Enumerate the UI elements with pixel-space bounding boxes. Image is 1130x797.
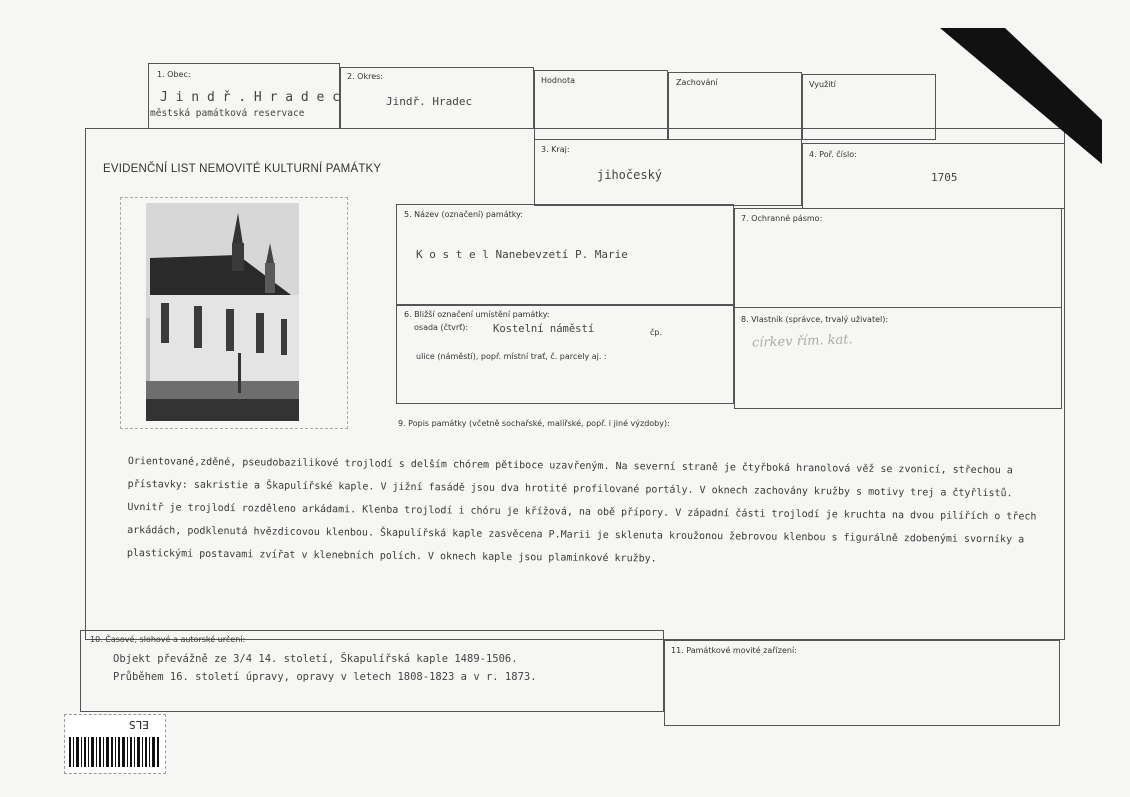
ulice-label: ulice (náměstí), popř. místní trať, č. parcely aj. : bbox=[416, 352, 607, 361]
porcislo-label: 4. Poř. číslo: bbox=[809, 150, 857, 159]
casove-label: 10. Časové, slohové a autorské určení: bbox=[90, 635, 246, 644]
vyuziti-label: Využití bbox=[809, 80, 836, 89]
vlastnik-handwritten: církev řím. kat. bbox=[751, 332, 853, 351]
zachovani-label: Zachování bbox=[676, 78, 718, 87]
obec-label: 1. Obec: bbox=[157, 70, 191, 79]
popis-text: Orientované,zděné, pseudobazilikové trojlodí s delším chórem pětiboce uzavřeným. Na severní straně je čtyřboká hranolová věž se zvonicí, střechou a přístavky: sakristie a Škapulířské kaple. V jižní fasádě jsou dva hrotité profilované portály. V oknech zachovány kružby s motivy trej a čtyřlistů. Uvnitř je trojlodí rozděleno arkádami. Klenba trojlodí i chóru je křížová, na obě přípory. V západní části trojlodí je kruchta na dvou pilířích o třech arkádách, podklenutá hvězdicovou klenbou. Škapulířská kaple zasvěcena P.Marii je sklenuta kroužonou žebrovou klenbou s figurálně zdobenými svorníky a plastickými postavami zvířat v klenebních polích. V oknech kaple jsou plaminkové kružby. bbox=[126, 455, 1037, 565]
vlastnik-label: 8. Vlastník (správce, trvalý uživatel): bbox=[741, 315, 889, 324]
popis-label: 9. Popis památky (včetně sochařské, malířské, popř. i jiné výzdoby): bbox=[398, 419, 670, 428]
barcode-stamp bbox=[64, 714, 166, 774]
barcode-icon bbox=[69, 737, 161, 767]
kraj-box bbox=[534, 140, 802, 206]
umisteni-label: 6. Bližší označení umístění památky: bbox=[404, 310, 550, 319]
casove-line1: Objekt převážně ze 3/4 14. století, Škapulířská kaple 1489-1506. bbox=[113, 653, 518, 665]
stamp-code: ELS bbox=[129, 718, 149, 731]
hodnota-label: Hodnota bbox=[541, 76, 575, 85]
form-title: EVIDENČNÍ LIST NEMOVITÉ KULTURNÍ PAMÁTKY bbox=[103, 163, 382, 175]
nazev-label: 5. Název (označení) památky: bbox=[404, 210, 523, 219]
okres-label: 2. Okres: bbox=[347, 72, 384, 81]
nazev-value: K o s t e l Nanebevzetí P. Marie bbox=[416, 248, 628, 261]
cp-label: čp. bbox=[650, 328, 663, 337]
movite-label: 11. Památkové movité zařízení: bbox=[671, 646, 797, 655]
kraj-value: jihočeský bbox=[597, 168, 663, 182]
osada-value: Kostelní náměstí bbox=[493, 323, 595, 335]
obec-reservace: městská památková reservace bbox=[150, 108, 305, 119]
osada-label: osada (čtvrť): bbox=[414, 323, 469, 332]
casove-line2: Průběhem 16. století úpravy, opravy v letech 1808-1823 a v r. 1873. bbox=[113, 671, 537, 683]
church-photo bbox=[146, 203, 299, 421]
porcislo-value: 1705 bbox=[931, 171, 958, 184]
scan-corner bbox=[940, 28, 1102, 164]
ochranne-pasmo-label: 7. Ochranné pásmo: bbox=[741, 214, 823, 223]
okres-value: Jindř. Hradec bbox=[386, 95, 473, 108]
kraj-label: 3. Kraj: bbox=[541, 145, 570, 154]
ochranne-pasmo-box bbox=[734, 208, 1062, 308]
obec-value: J i n d ř . H r a d e c bbox=[160, 90, 341, 105]
